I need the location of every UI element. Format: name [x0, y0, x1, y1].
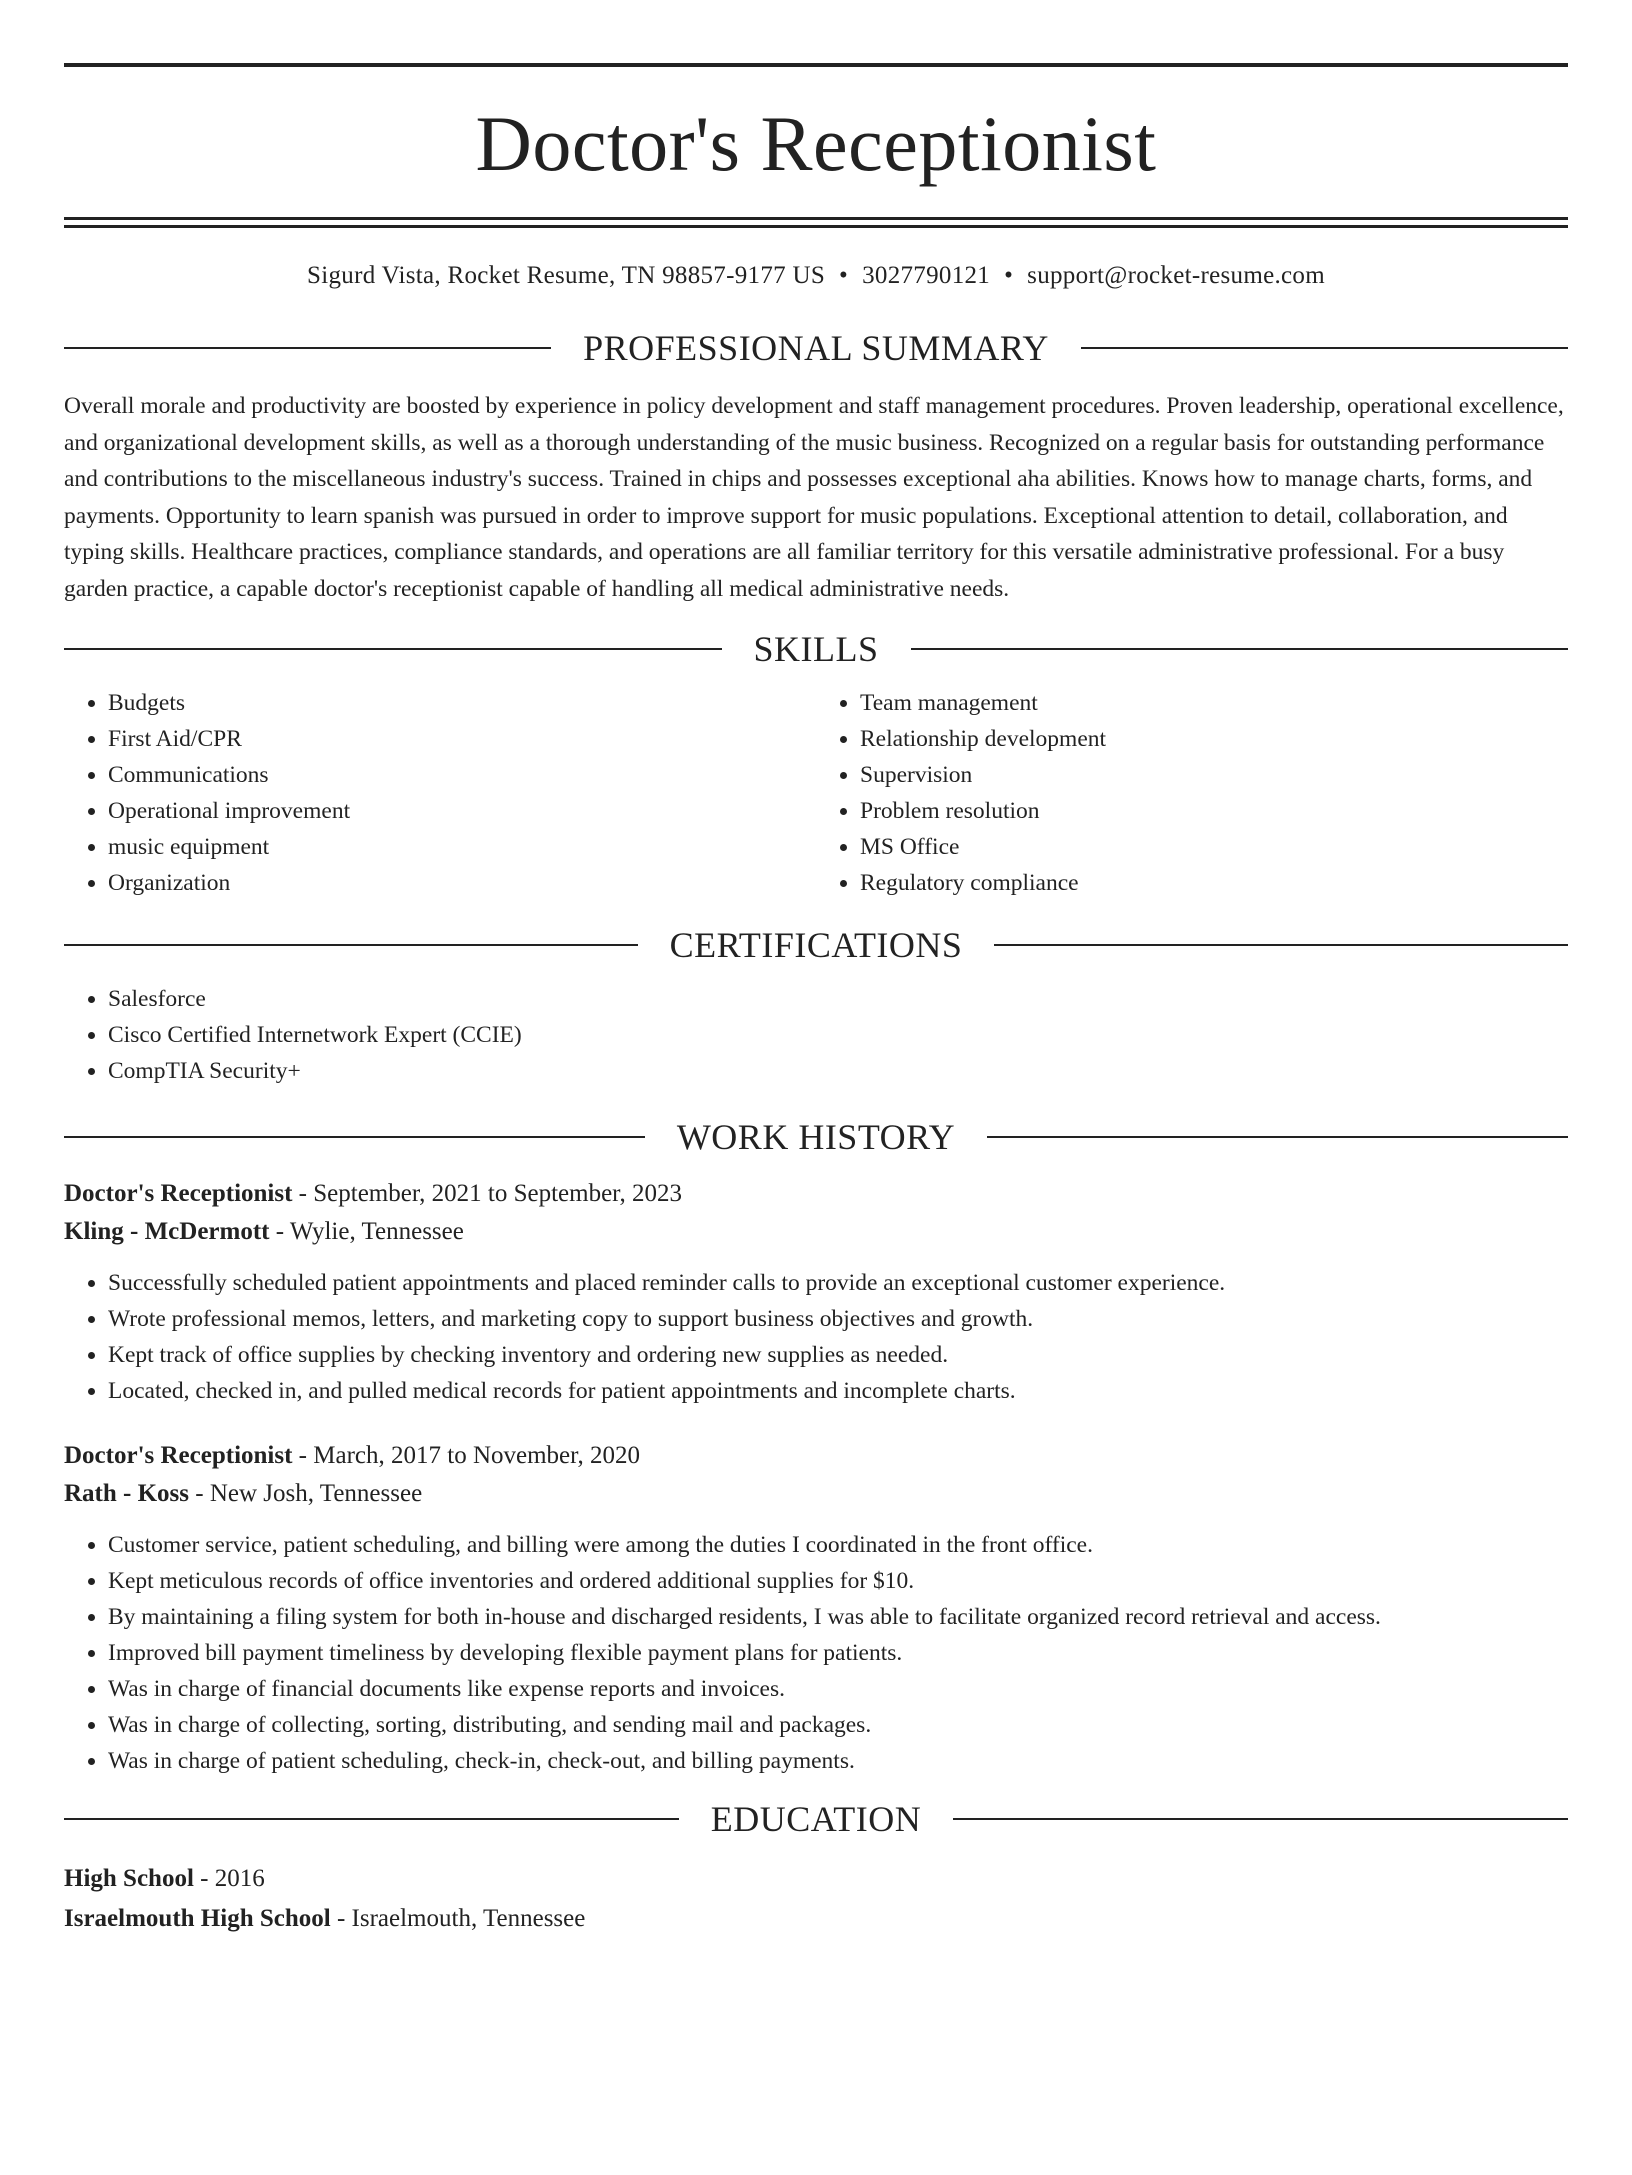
top-rule [64, 63, 1568, 67]
skill-item: • music equipment [108, 829, 816, 865]
job-duty-item: • Located, checked in, and pulled medical records for patient appointments and incomplete charts. [108, 1373, 1568, 1409]
job-duty-item: • Was in charge of financial documents like expense reports and invoices. [108, 1671, 1568, 1707]
section-heading-work-history [64, 1119, 1568, 1155]
education-degree: High School [64, 1865, 194, 1892]
job-duty-item: • Wrote professional memos, letters, and marketing copy to support business objectives and growth. [108, 1301, 1568, 1337]
section-heading-skills [64, 631, 1568, 667]
education-year: - 2016 [193, 1865, 265, 1892]
job-dates: - March, 2017 to November, 2020 [292, 1442, 640, 1469]
contact-email: support@rocket-resume.com [1027, 262, 1325, 289]
certification-item: • Cisco Certified Internetwork Expert (CCIE) [108, 1017, 1568, 1053]
section-title-summary: PROFESSIONAL SUMMARY [583, 328, 1049, 368]
heading-rule-right [987, 1136, 1568, 1138]
job-duties-list [64, 1265, 1568, 1409]
skills-column-left [64, 685, 816, 901]
certifications-list [64, 981, 1568, 1089]
heading-rule-right [953, 1818, 1568, 1820]
job-duties-list [64, 1527, 1568, 1779]
section-title-education: EDUCATION [710, 1799, 922, 1839]
section-title-certifications: CERTIFICATIONS [669, 925, 963, 965]
job-duty-item: • Kept track of office supplies by checking inventory and ordering new supplies as needed. [108, 1337, 1568, 1373]
job-duty-item: • Kept meticulous records of office inventories and ordered additional supplies for $10. [108, 1563, 1568, 1599]
job-duty-item: • Customer service, patient scheduling, and billing were among the duties I coordinated in the front office. [108, 1527, 1568, 1563]
contact-separator: • [1004, 262, 1014, 289]
section-title-work-history: WORK HISTORY [676, 1117, 956, 1157]
job-company-line [64, 1213, 1568, 1251]
section-heading-education [64, 1801, 1568, 1837]
contact-separator: • [839, 262, 849, 289]
skill-item: • Operational improvement [108, 793, 816, 829]
job-dates: - September, 2021 to September, 2023 [292, 1180, 683, 1207]
job-location: - New Josh, Tennessee [189, 1480, 423, 1507]
education-entry [64, 1859, 1568, 1939]
skill-item: • Budgets [108, 685, 816, 721]
job-title-line [64, 1437, 1568, 1475]
heading-rule-left [64, 347, 551, 349]
job-entry [64, 1437, 1568, 1779]
skill-item: • Organization [108, 865, 816, 901]
resume-title: Doctor's Receptionist [475, 100, 1157, 187]
heading-rule-right [994, 944, 1568, 946]
skill-item: • Supervision [860, 757, 1568, 793]
job-title: Doctor's Receptionist [64, 1180, 293, 1207]
job-duty-item: • Was in charge of patient scheduling, check-in, check-out, and billing payments. [108, 1743, 1568, 1779]
job-company: Kling - McDermott [64, 1218, 270, 1245]
skill-item: • Communications [108, 757, 816, 793]
heading-rule-left [64, 1136, 645, 1138]
certification-item: • CompTIA Security+ [108, 1053, 1568, 1089]
contact-address: Sigurd Vista, Rocket Resume, TN 98857-9177 US [307, 262, 826, 289]
skills-column-right [816, 685, 1568, 901]
summary-paragraph: Overall morale and productivity are boosted by experience in policy development and staff management procedures. Proven leadership, operational excellence, and organizational development skills, as well as a thorough understanding of the music business. Recognized on a regular basis for outstanding performance and contributions to the miscellaneous industry's success. Trained in chips and possesses exceptional aha abilities. Knows how to manage charts, forms, and payments. Opportunity to learn spanish was pursued in order to improve support for music populations. Exceptional attention to detail, collaboration, and typing skills. Healthcare practices, compliance standards, and operations are all familiar territory for this versatile administrative professional. For a busy garden practice, a capable doctor's receptionist capable of handling all medical administrative needs. [64, 393, 1564, 602]
title-double-rule [64, 217, 1568, 228]
education-location: - Israelmouth, Tennessee [330, 1905, 586, 1932]
resume-page [0, 63, 1632, 2175]
section-title-skills: SKILLS [753, 629, 879, 669]
education-school-line [64, 1899, 1568, 1939]
skill-item: • Problem resolution [860, 793, 1568, 829]
skill-item: • MS Office [860, 829, 1568, 865]
section-heading-summary [64, 330, 1568, 366]
contact-phone: 3027790121 [862, 262, 991, 289]
skill-item: • Relationship development [860, 721, 1568, 757]
section-heading-certifications [64, 927, 1568, 963]
skills-list [64, 685, 1568, 901]
certification-item: • Salesforce [108, 981, 1568, 1017]
job-location: - Wylie, Tennessee [269, 1218, 464, 1245]
heading-rule-left [64, 648, 722, 650]
heading-rule-right [911, 648, 1569, 650]
job-title-line [64, 1175, 1568, 1213]
job-company: Rath - Koss [64, 1480, 190, 1507]
heading-rule-left [64, 1818, 679, 1820]
education-school: Israelmouth High School [64, 1905, 331, 1932]
job-duty-item: • Successfully scheduled patient appointments and placed reminder calls to provide an exceptional customer experience. [108, 1265, 1568, 1301]
job-title: Doctor's Receptionist [64, 1442, 293, 1469]
skill-item: • Regulatory compliance [860, 865, 1568, 901]
job-duty-item: • By maintaining a filing system for both in-house and discharged residents, I was able to facilitate organized record retrieval and access. [108, 1599, 1568, 1635]
skill-item: • First Aid/CPR [108, 721, 816, 757]
job-duty-item: • Improved bill payment timeliness by developing flexible payment plans for patients. [108, 1635, 1568, 1671]
heading-rule-left [64, 944, 638, 946]
job-company-line [64, 1475, 1568, 1513]
education-degree-line [64, 1859, 1568, 1899]
job-entry [64, 1175, 1568, 1409]
job-duty-item: • Was in charge of collecting, sorting, distributing, and sending mail and packages. [108, 1707, 1568, 1743]
heading-rule-right [1081, 347, 1568, 349]
contact-line [64, 262, 1568, 290]
skill-item: • Team management [860, 685, 1568, 721]
